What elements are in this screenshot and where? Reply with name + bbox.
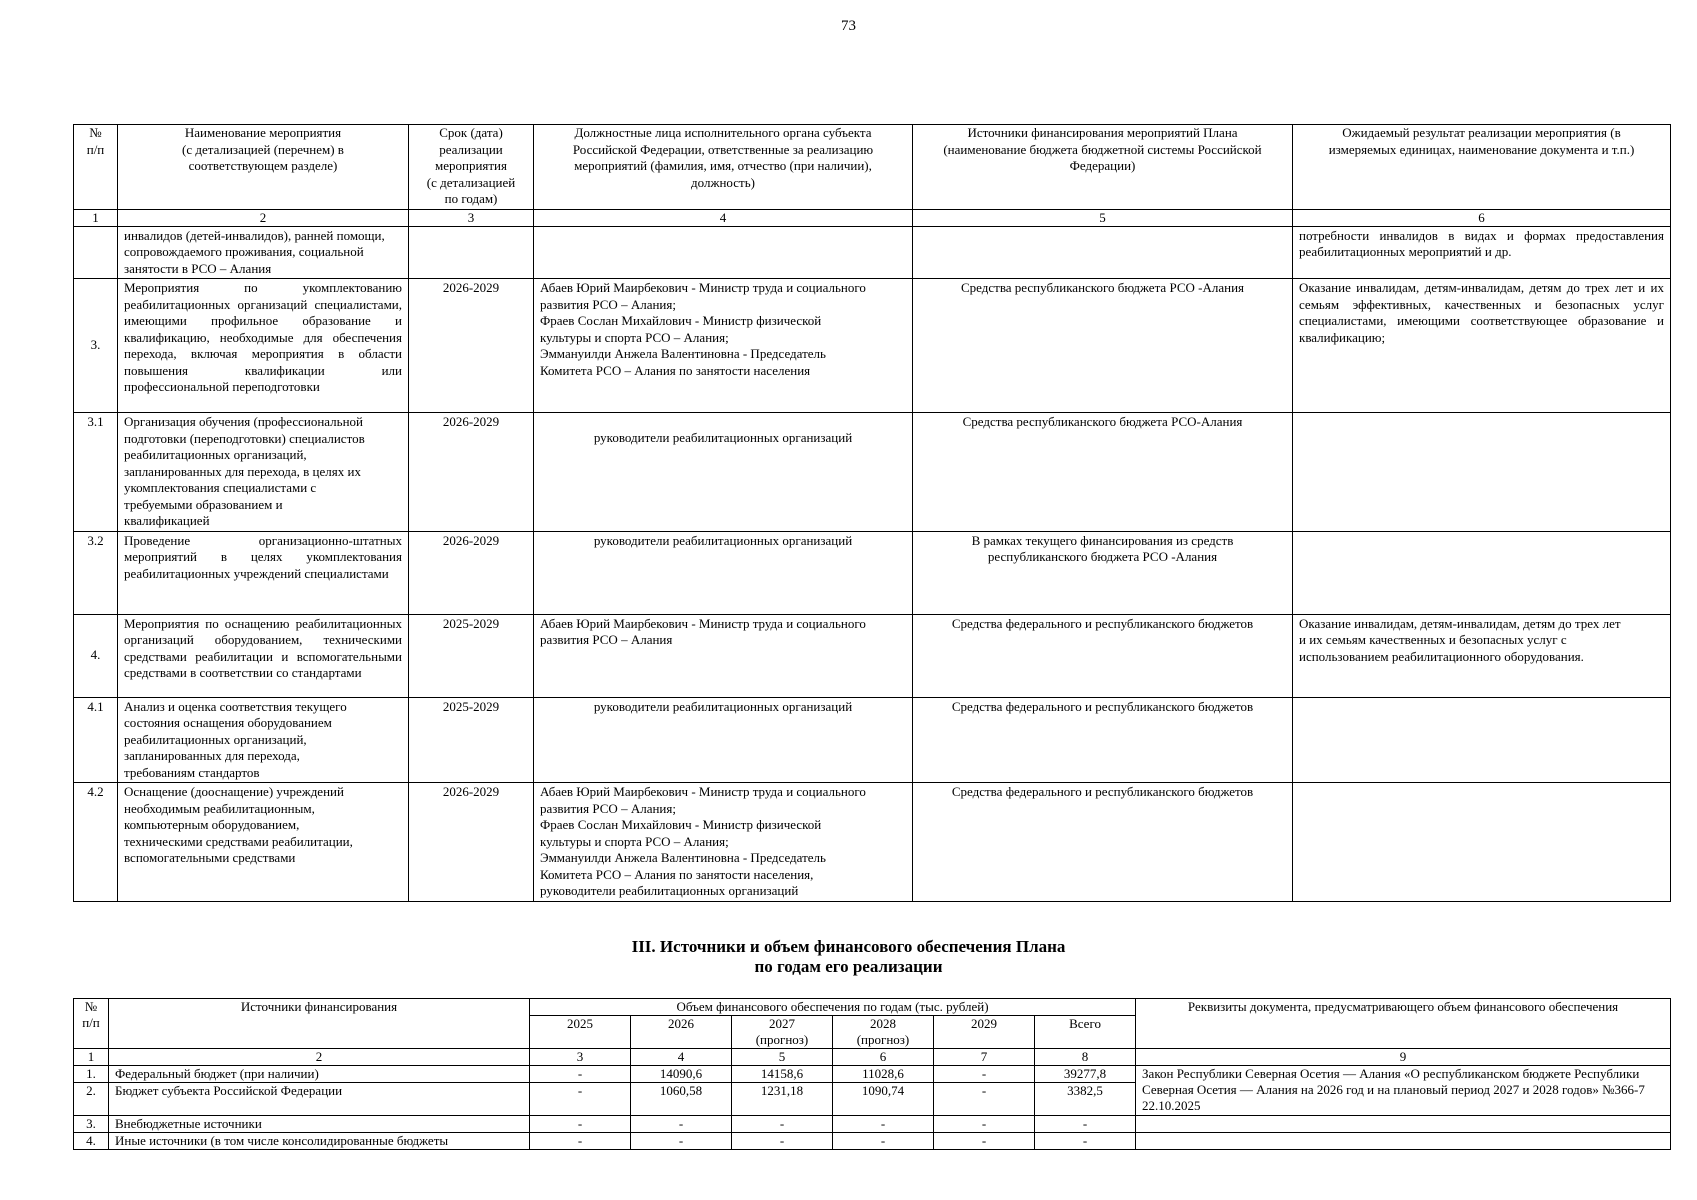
row-result: потребности инвалидов в видах и формах предоставления реабилитационных мероприятий и др. (1293, 226, 1671, 279)
row-term: 2025-2029 (409, 697, 534, 783)
col-number: 5 (913, 209, 1293, 226)
value-cell: - (934, 1066, 1035, 1083)
col-header-officials: Должностные лица исполнительного органа субъекта Российской Федерации, ответственные за реализацию мероприятий (фамилия, имя, отчество (при наличии), должность) (534, 125, 913, 210)
value-cell: - (732, 1133, 833, 1150)
col-number: 2 (109, 1049, 530, 1066)
row-sources (913, 226, 1293, 279)
value-cell: - (934, 1083, 1035, 1116)
col-number: 5 (732, 1049, 833, 1066)
row-term (409, 226, 534, 279)
col-header-name: Наименование мероприятия (с детализацией (перечнем) в соответствующем разделе) (118, 125, 409, 210)
row-num: 3. (74, 279, 118, 413)
col-number: 8 (1035, 1049, 1136, 1066)
value-cell: - (530, 1116, 631, 1133)
col-header-num: № п/п (74, 999, 109, 1049)
row-num: 3.1 (74, 413, 118, 532)
col-number: 6 (833, 1049, 934, 1066)
col-number: 4 (631, 1049, 732, 1066)
row-name: Проведение организационно-штатных мероприятий в целях укомплектования реабилитационных учреждений специалистами (118, 531, 409, 614)
col-number: 2 (118, 209, 409, 226)
year-header: 2029 (934, 1016, 1035, 1049)
row-result (1293, 783, 1671, 902)
year-header: 2028 (прогноз) (833, 1016, 934, 1049)
row-num: 3. (74, 1116, 109, 1133)
total-cell: 3382,5 (1035, 1083, 1136, 1116)
value-cell: - (934, 1116, 1035, 1133)
row-source: Бюджет субъекта Российской Федерации (109, 1083, 530, 1116)
section-title (0, 937, 1697, 977)
value-cell: 11028,6 (833, 1066, 934, 1083)
row-sources: Средства республиканского бюджета РСО-Алания (913, 413, 1293, 532)
row-source: Внебюджетные источники (109, 1116, 530, 1133)
col-header-requisites: Реквизиты документа, предусматривающего объем финансового обеспечения (1136, 999, 1671, 1049)
column-number-row (74, 1049, 1671, 1066)
value-cell: - (530, 1133, 631, 1150)
row-sources: В рамках текущего финансирования из средств республиканского бюджета РСО -Алания (913, 531, 1293, 614)
value-cell: - (530, 1083, 631, 1116)
row-name: инвалидов (детей-инвалидов), ранней помощи, сопровождаемого проживания, социальной занятости в РСО – Алания (118, 226, 409, 279)
col-header-term: Срок (дата) реализации мероприятия (с детализацией по годам) (409, 125, 534, 210)
total-cell: 39277,8 (1035, 1066, 1136, 1083)
row-num (74, 226, 118, 279)
row-sources: Средства федерального и республиканского бюджетов (913, 697, 1293, 783)
row-name: Организация обучения (профессиональной подготовки (переподготовки) специалистов реабилитационных организаций, запланированных для перехода, в целях их укомплектования специалистами с требуемыми образованием и квалификацией (118, 413, 409, 532)
col-number: 3 (409, 209, 534, 226)
requisites-cell-empty (1136, 1116, 1671, 1133)
financing-table (73, 998, 1671, 1150)
row-result: Оказание инвалидам, детям-инвалидам, детям до трех лет и их семьям эффективных, качественных и безопасных услуг специалистами, имеющими соответствующее образование и квалификацию; (1293, 279, 1671, 413)
col-number: 6 (1293, 209, 1671, 226)
col-header-sources: Источники финансирования мероприятий Плана (наименование бюджета бюджетной системы Российской Федерации) (913, 125, 1293, 210)
value-cell: - (631, 1133, 732, 1150)
table-row (74, 783, 1671, 902)
row-num: 1. (74, 1066, 109, 1083)
year-header: 2027 (прогноз) (732, 1016, 833, 1049)
table-row (74, 531, 1671, 614)
col-number: 1 (74, 209, 118, 226)
col-header-result: Ожидаемый результат реализации мероприятия (в измеряемых единицах, наименование документа и т.п.) (1293, 125, 1671, 210)
row-officials: руководители реабилитационных организаций (534, 697, 913, 783)
row-sources: Средства республиканского бюджета РСО -Алания (913, 279, 1293, 413)
value-cell: - (833, 1133, 934, 1150)
value-cell: 1231,18 (732, 1083, 833, 1116)
total-cell: - (1035, 1133, 1136, 1150)
row-officials: Абаев Юрий Маирбекович - Министр труда и социального развития РСО – Алания; Фраев Сослан Михайлович - Министр физической культуры и спорта РСО – Алания; Эммануилди Анжела Валентиновна - Председатель Комитета РСО – Алания по занятости населения, руководители реабилитационных организаций (534, 783, 913, 902)
table-row (74, 697, 1671, 783)
table-header-row (74, 125, 1671, 210)
row-officials: Абаев Юрий Маирбекович - Министр труда и социального развития РСО – Алания (534, 614, 913, 697)
value-cell: 1060,58 (631, 1083, 732, 1116)
col-number: 4 (534, 209, 913, 226)
value-cell: - (833, 1116, 934, 1133)
section-title-line1: III. Источники и объем финансового обеспечения Плана (631, 937, 1066, 956)
row-num: 4.2 (74, 783, 118, 902)
row-result (1293, 413, 1671, 532)
col-header-source: Источники финансирования (109, 999, 530, 1049)
plan-measures-table (73, 124, 1671, 902)
col-number: 1 (74, 1049, 109, 1066)
value-cell: 14090,6 (631, 1066, 732, 1083)
row-num: 4.1 (74, 697, 118, 783)
table-row (74, 226, 1671, 279)
row-name: Мероприятия по укомплектованию реабилитационных организаций специалистами, имеющими профильное образование и квалификацию, необходимые для обеспечения перехода, включая мероприятия в области повышения квалификации или профессиональной переподготовки (118, 279, 409, 413)
table-row (74, 1133, 1671, 1150)
row-officials: Абаев Юрий Маирбекович - Министр труда и социального развития РСО – Алания; Фраев Сослан Михайлович - Министр физической культуры и спорта РСО – Алания; Эммануилди Анжела Валентиновна - Председатель Комитета РСО – Алания по занятости населения (534, 279, 913, 413)
table-row (74, 279, 1671, 413)
row-sources: Средства федерального и республиканского бюджетов (913, 783, 1293, 902)
table-row (74, 1066, 1671, 1083)
value-cell: - (530, 1066, 631, 1083)
row-term: 2026-2029 (409, 279, 534, 413)
value-cell: 1090,74 (833, 1083, 934, 1116)
row-officials: руководители реабилитационных организаций (534, 413, 913, 532)
total-header: Всего (1035, 1016, 1136, 1049)
col-header-volume: Объем финансового обеспечения по годам (тыс. рублей) (530, 999, 1136, 1016)
requisites-cell-empty (1136, 1133, 1671, 1150)
section-title-line2: по годам его реализации (754, 957, 943, 976)
value-cell: 14158,6 (732, 1066, 833, 1083)
value-cell: - (732, 1116, 833, 1133)
value-cell: - (631, 1116, 732, 1133)
col-number: 3 (530, 1049, 631, 1066)
row-sources: Средства федерального и республиканского бюджетов (913, 614, 1293, 697)
row-result: Оказание инвалидам, детям-инвалидам, детям до трех лет и их семьям качественных и безопасных услуг с использованием реабилитационного оборудования. (1293, 614, 1671, 697)
row-name: Анализ и оценка соответствия текущего состояния оснащения оборудованием реабилитационных организаций, запланированных для перехода, требованиям стандартов (118, 697, 409, 783)
table-row (74, 614, 1671, 697)
row-name: Мероприятия по оснащению реабилитационных организаций оборудованием, техническими средствами реабилитации и вспомогательными средствами в соответствии со стандартами (118, 614, 409, 697)
row-term: 2026-2029 (409, 783, 534, 902)
row-term: 2026-2029 (409, 531, 534, 614)
row-result (1293, 531, 1671, 614)
requisites-cell: Закон Республики Северная Осетия — Алания «О республиканском бюджете Республики Северная Осетия — Алания на 2026 год и на плановый период 2027 и 2028 годов» №366-7 22.10.2025 (1136, 1066, 1671, 1116)
row-source: Федеральный бюджет (при наличии) (109, 1066, 530, 1083)
row-officials (534, 226, 913, 279)
col-header-num: № п/п (74, 125, 118, 210)
table-header-row (74, 999, 1671, 1016)
col-number: 7 (934, 1049, 1035, 1066)
page-number: 73 (841, 18, 856, 34)
table-row (74, 1116, 1671, 1133)
table-row (74, 413, 1671, 532)
year-header: 2026 (631, 1016, 732, 1049)
column-number-row (74, 209, 1671, 226)
row-num: 4. (74, 614, 118, 697)
row-name: Оснащение (дооснащение) учреждений необходимым реабилитационным, компьютерным оборудованием, техническими средствами реабилитации, вспомогательными средствами (118, 783, 409, 902)
row-num: 3.2 (74, 531, 118, 614)
total-cell: - (1035, 1116, 1136, 1133)
value-cell: - (934, 1133, 1035, 1150)
row-term: 2026-2029 (409, 413, 534, 532)
row-term: 2025-2029 (409, 614, 534, 697)
row-officials: руководители реабилитационных организаций (534, 531, 913, 614)
row-result (1293, 697, 1671, 783)
col-number: 9 (1136, 1049, 1671, 1066)
row-source: Иные источники (в том числе консолидированные бюджеты (109, 1133, 530, 1150)
year-header: 2025 (530, 1016, 631, 1049)
row-num: 2. (74, 1083, 109, 1116)
row-num: 4. (74, 1133, 109, 1150)
